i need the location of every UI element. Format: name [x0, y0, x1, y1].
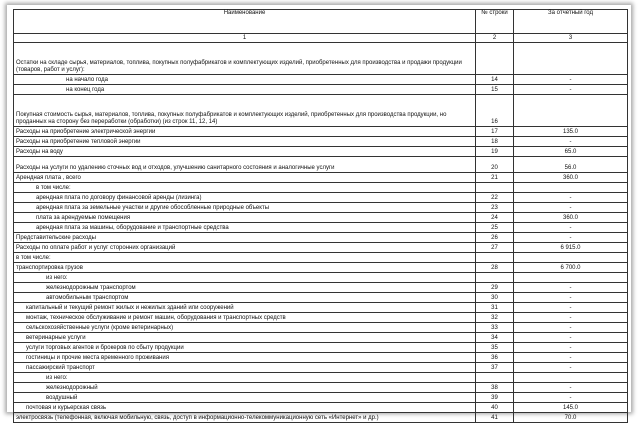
row-name: в том числе: — [14, 253, 476, 263]
row-value: - — [514, 313, 628, 323]
row-name: Расходы на услуги по удалению сточных вод и отходов, улучшению санитарного состояния и аналогичные услуги — [14, 157, 476, 173]
row-name: пассажирский транспорт — [14, 363, 476, 373]
table-row — [14, 333, 628, 343]
row-value: - — [514, 203, 628, 213]
row-name: гостиницы и прочие места временного проживания — [14, 353, 476, 363]
table-row — [14, 75, 628, 85]
row-line-number: 35 — [476, 343, 514, 353]
table-row — [14, 85, 628, 95]
row-line-number: 39 — [476, 393, 514, 403]
row-value — [514, 273, 628, 283]
row-name: арендная плата за машины, оборудование и транспортные средства — [14, 223, 476, 233]
table-row — [14, 233, 628, 243]
row-line-number: 21 — [476, 173, 514, 183]
row-value: - — [514, 193, 628, 203]
row-line-number: 18 — [476, 137, 514, 147]
row-value — [514, 43, 628, 75]
row-value: - — [514, 353, 628, 363]
row-line-number: 15 — [476, 85, 514, 95]
row-line-number: 19 — [476, 147, 514, 157]
row-value: - — [514, 233, 628, 243]
row-line-number: 16 — [476, 95, 514, 127]
table-row — [14, 127, 628, 137]
row-line-number: 17 — [476, 127, 514, 137]
row-name: сельскохозяйственные услуги (кроме ветеринарных) — [14, 323, 476, 333]
header-row — [14, 10, 628, 34]
row-line-number: 23 — [476, 203, 514, 213]
row-line-number — [476, 183, 514, 193]
row-name: почтовая и курьерская связь — [14, 403, 476, 413]
row-value: - — [514, 85, 628, 95]
row-name: услуги торговых агентов и брокеров по сбыту продукции — [14, 343, 476, 353]
column-number-row — [14, 34, 628, 43]
row-value — [514, 183, 628, 193]
row-name: плата за арендуемые помещения — [14, 213, 476, 223]
table-row — [14, 243, 628, 253]
table-row — [14, 147, 628, 157]
table-row — [14, 193, 628, 203]
row-value: 145.0 — [514, 403, 628, 413]
row-line-number — [476, 373, 514, 383]
table-row — [14, 303, 628, 313]
row-value: 70.0 — [514, 413, 628, 423]
row-value: 360.0 — [514, 213, 628, 223]
row-value: 135.0 — [514, 127, 628, 137]
row-line-number: 34 — [476, 333, 514, 343]
table-row — [14, 263, 628, 273]
row-line-number: 37 — [476, 363, 514, 373]
column-number-3: 3 — [514, 34, 628, 43]
table-row — [14, 223, 628, 233]
table-row — [14, 413, 628, 423]
row-name: в том числе: — [14, 183, 476, 193]
table-row — [14, 313, 628, 323]
column-number-2: 2 — [476, 34, 514, 43]
table-row — [14, 43, 628, 75]
row-line-number: 25 — [476, 223, 514, 233]
table-row — [14, 403, 628, 413]
row-value — [514, 253, 628, 263]
row-value: - — [514, 333, 628, 343]
row-value: - — [514, 293, 628, 303]
row-value: 6 915.0 — [514, 243, 628, 253]
row-name: Расходы по оплате работ и услуг сторонних организаций — [14, 243, 476, 253]
row-line-number: 41 — [476, 413, 514, 423]
row-line-number: 28 — [476, 263, 514, 273]
row-line-number: 14 — [476, 75, 514, 85]
row-line-number: 33 — [476, 323, 514, 333]
row-line-number: 27 — [476, 243, 514, 253]
row-value: - — [514, 303, 628, 313]
row-value: - — [514, 223, 628, 233]
row-name: Арендная плата , всего — [14, 173, 476, 183]
table-row — [14, 183, 628, 193]
table-row — [14, 343, 628, 353]
row-value: - — [514, 393, 628, 403]
row-name: железнодорожный — [14, 383, 476, 393]
expenses-table — [13, 9, 628, 423]
header-reporting-year: За отчетный год — [514, 10, 628, 34]
row-line-number — [476, 43, 514, 75]
table-row — [14, 363, 628, 373]
row-value: - — [514, 323, 628, 333]
row-value: - — [514, 283, 628, 293]
row-value: - — [514, 137, 628, 147]
row-value: - — [514, 383, 628, 393]
table-row — [14, 173, 628, 183]
row-value — [514, 95, 628, 127]
row-line-number: 22 — [476, 193, 514, 203]
row-name: Покупная стоимость сырья, материалов, топлива, покупных полуфабрикатов и комплектующих изделий, приобретенных для производства продукции, но проданных на сторону без переработки (обработки) (из строк 11, 12, 14) — [14, 95, 476, 127]
table-row — [14, 283, 628, 293]
row-name: арендная плата за земельные участки и другие обособленные природные объекты — [14, 203, 476, 213]
row-value: - — [514, 343, 628, 353]
row-value — [514, 373, 628, 383]
table-row — [14, 273, 628, 283]
row-name: Расходы на приобретение тепловой энергии — [14, 137, 476, 147]
row-line-number: 32 — [476, 313, 514, 323]
row-name: воздушный — [14, 393, 476, 403]
row-name: монтаж, техническое обслуживание и ремонт машин, оборудования и транспортных средств — [14, 313, 476, 323]
row-name: арендная плата по договору финансовой аренды (лизинга) — [14, 193, 476, 203]
row-line-number: 40 — [476, 403, 514, 413]
row-line-number: 24 — [476, 213, 514, 223]
row-name: Расходы на воду — [14, 147, 476, 157]
row-value: 6 700.0 — [514, 263, 628, 273]
header-line-number: № строки — [476, 10, 514, 34]
row-line-number: 29 — [476, 283, 514, 293]
table-row — [14, 353, 628, 363]
row-line-number: 36 — [476, 353, 514, 363]
row-value: 56.0 — [514, 157, 628, 173]
document-scan — [7, 5, 631, 421]
row-name: из него: — [14, 273, 476, 283]
row-name: Остатки на складе сырья, материалов, топлива, покупных полуфабрикатов и комплектующих изделий, приобретенных для производства и продажи продукции (товаров, работ и услуг): — [14, 43, 476, 75]
row-value: - — [514, 75, 628, 85]
row-line-number — [476, 273, 514, 283]
table-row — [14, 137, 628, 147]
table-row — [14, 383, 628, 393]
row-name: автомобильным транспортом — [14, 293, 476, 303]
row-name: ветеринарные услуги — [14, 333, 476, 343]
row-name: капитальный и текущий ремонт жилых и нежилых зданий или сооружений — [14, 303, 476, 313]
row-name: транспортировка грузов — [14, 263, 476, 273]
row-line-number: 31 — [476, 303, 514, 313]
column-number-1: 1 — [14, 34, 476, 43]
table-row — [14, 203, 628, 213]
row-name: на начало года — [14, 75, 476, 85]
row-name: Расходы на приобретение электрической энергии — [14, 127, 476, 137]
row-name: электросвязь (телефонная, включая мобильную, связь, доступ в информационно-телекоммуникационную сеть «Интернет» и др.) — [14, 413, 476, 423]
table-row — [14, 323, 628, 333]
row-value: - — [514, 363, 628, 373]
table-row — [14, 373, 628, 383]
row-line-number — [476, 253, 514, 263]
row-name: Представительские расходы — [14, 233, 476, 243]
row-line-number: 20 — [476, 157, 514, 173]
row-name: на конец года — [14, 85, 476, 95]
row-line-number: 38 — [476, 383, 514, 393]
table-row — [14, 157, 628, 173]
table-row — [14, 95, 628, 127]
header-name: Наименование — [14, 10, 476, 34]
table-row — [14, 253, 628, 263]
table-row — [14, 293, 628, 303]
table-row — [14, 393, 628, 403]
row-name: железнодорожным транспортом — [14, 283, 476, 293]
table-row — [14, 213, 628, 223]
row-name: из него: — [14, 373, 476, 383]
row-value: 65.0 — [514, 147, 628, 157]
row-value: 360.0 — [514, 173, 628, 183]
row-line-number: 30 — [476, 293, 514, 303]
row-line-number: 26 — [476, 233, 514, 243]
